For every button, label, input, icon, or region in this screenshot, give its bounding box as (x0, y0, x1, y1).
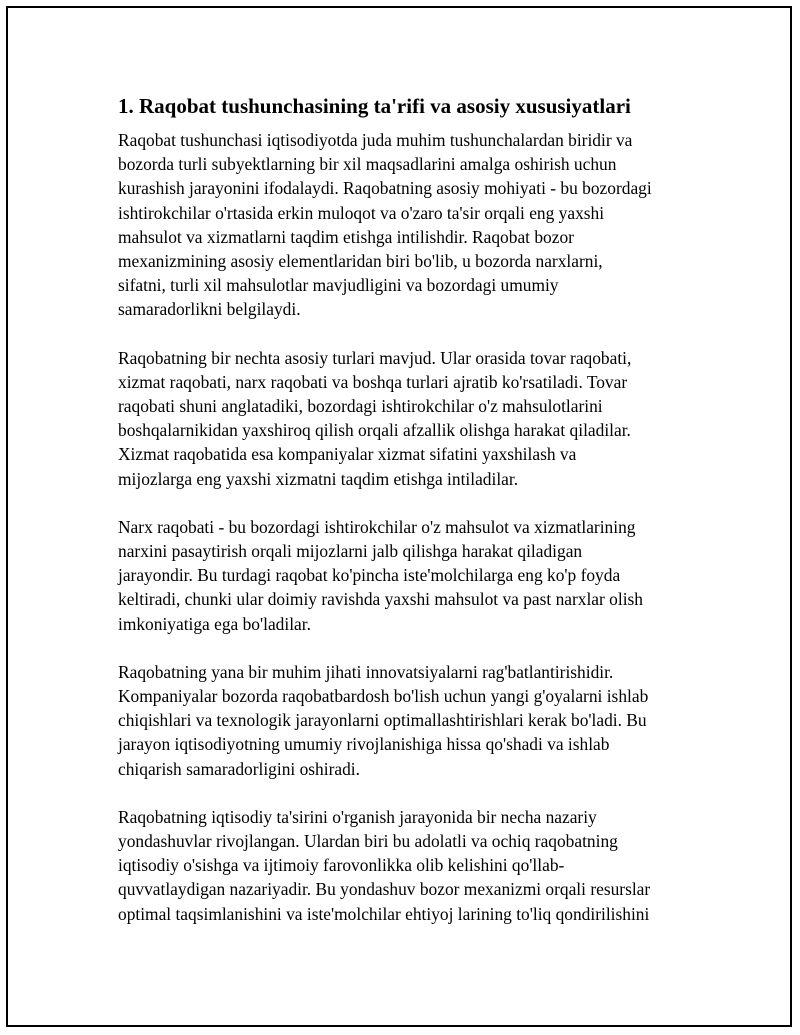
text-line: mahsulot va xizmatlarni taqdim etishga intilishdir. Raqobat bozor (118, 226, 574, 247)
text-line: keltiradi, chunki ular doimiy ravishda yaxshi mahsulot va past narxlar olish (118, 589, 643, 610)
text-line: Kompaniyalar bozorda raqobatbardosh bo'lish uchun yangi g'oyalarni ishlab (118, 686, 649, 707)
paragraph-definition (118, 128, 688, 322)
text-line: ishtirokchilar o'rtasida erkin muloqot va o'zaro ta'sir orqali eng yaxshi (118, 202, 605, 223)
text-line: Raqobatning iqtisodiy ta'sirini o'rganish jarayonida bir necha nazariy (118, 806, 597, 827)
text-line: yondashuvlar rivojlangan. Ulardan biri bu adolatli va ochiq raqobatning (118, 831, 618, 852)
paragraph-theories (118, 805, 688, 926)
text-line: iqtisodiy o'sishga va ijtimoiy farovonlikka olib kelishini qo'llab- (118, 855, 565, 876)
text-line: xizmat raqobati, narx raqobati va boshqa turlari ajratib ko'rsatiladi. Tovar (118, 371, 628, 392)
text-line: boshqalarnikidan yaxshiroq qilish orqali afzallik olishga harakat qiladilar. (118, 420, 631, 441)
text-line: kurashish jarayonini ifodalaydi. Raqobatning asosiy mohiyati - bu bozordagi (118, 178, 652, 199)
paragraph-types (118, 346, 688, 491)
text-line: narxini pasaytirish orqali mijozlarni jalb qilishga harakat qiladigan (118, 541, 583, 562)
paragraph-innovation (118, 660, 688, 781)
document-body (118, 92, 688, 950)
text-line: chiqishlari va texnologik jarayonlarni optimallashtirishlari kerak bo'ladi. Bu (118, 710, 647, 731)
text-line: mijozlarga eng yaxshi xizmatni taqdim etishga intiladilar. (118, 468, 519, 489)
text-line: imkoniyatiga ega bo'ladilar. (118, 613, 311, 634)
text-line: optimal taqsimlanishini va iste'molchilar ehtiyoj larining to'liq qondirilishini (118, 903, 650, 924)
text-line: raqobati shuni anglatadiki, bozordagi ishtirokchilar o'z mahsulotlarini (118, 396, 603, 417)
text-line: chiqarish samaradorligini oshiradi. (118, 758, 360, 779)
text-line: jarayon iqtisodiyotning umumiy rivojlanishiga hissa qo'shadi va ishlab (118, 734, 610, 755)
paragraph-price-competition (118, 515, 688, 636)
text-line: Xizmat raqobatida esa kompaniyalar xizmat sifatini yaxshilash va (118, 444, 577, 465)
text-line: bozorda turli subyektlarning bir xil maqsadlarini amalga oshirish uchun (118, 154, 617, 175)
text-line: quvvatlaydigan nazariyadir. Bu yondashuv bozor mexanizmi orqali resurslar (118, 879, 651, 900)
text-line: Raqobatning bir nechta asosiy turlari mavjud. Ular orasida tovar raqobati, (118, 347, 632, 368)
text-line: mexanizmining asosiy elementlaridan biri bo'lib, u bozorda narxlarni, (118, 251, 603, 272)
text-line: samaradorlikni belgilaydi. (118, 299, 301, 320)
text-line: sifatni, turli xil mahsulotlar mavjudligini va bozordagi umumiy (118, 275, 559, 296)
section-heading: 1. Raqobat tushunchasining ta'rifi va asosiy xususiyatlari (118, 94, 631, 118)
text-line: Raqobatning yana bir muhim jihati innovatsiyalarni rag'batlantirishidir. (118, 661, 614, 682)
text-line: jarayondir. Bu turdagi raqobat ko'pincha iste'molchilarga eng ko'p foyda (118, 565, 621, 586)
text-line: Narx raqobati - bu bozordagi ishtirokchilar o'z mahsulot va xizmatlarining (118, 516, 636, 537)
text-line: Raqobat tushunchasi iqtisodiyotda juda muhim tushunchalardan biridir va (118, 130, 633, 150)
